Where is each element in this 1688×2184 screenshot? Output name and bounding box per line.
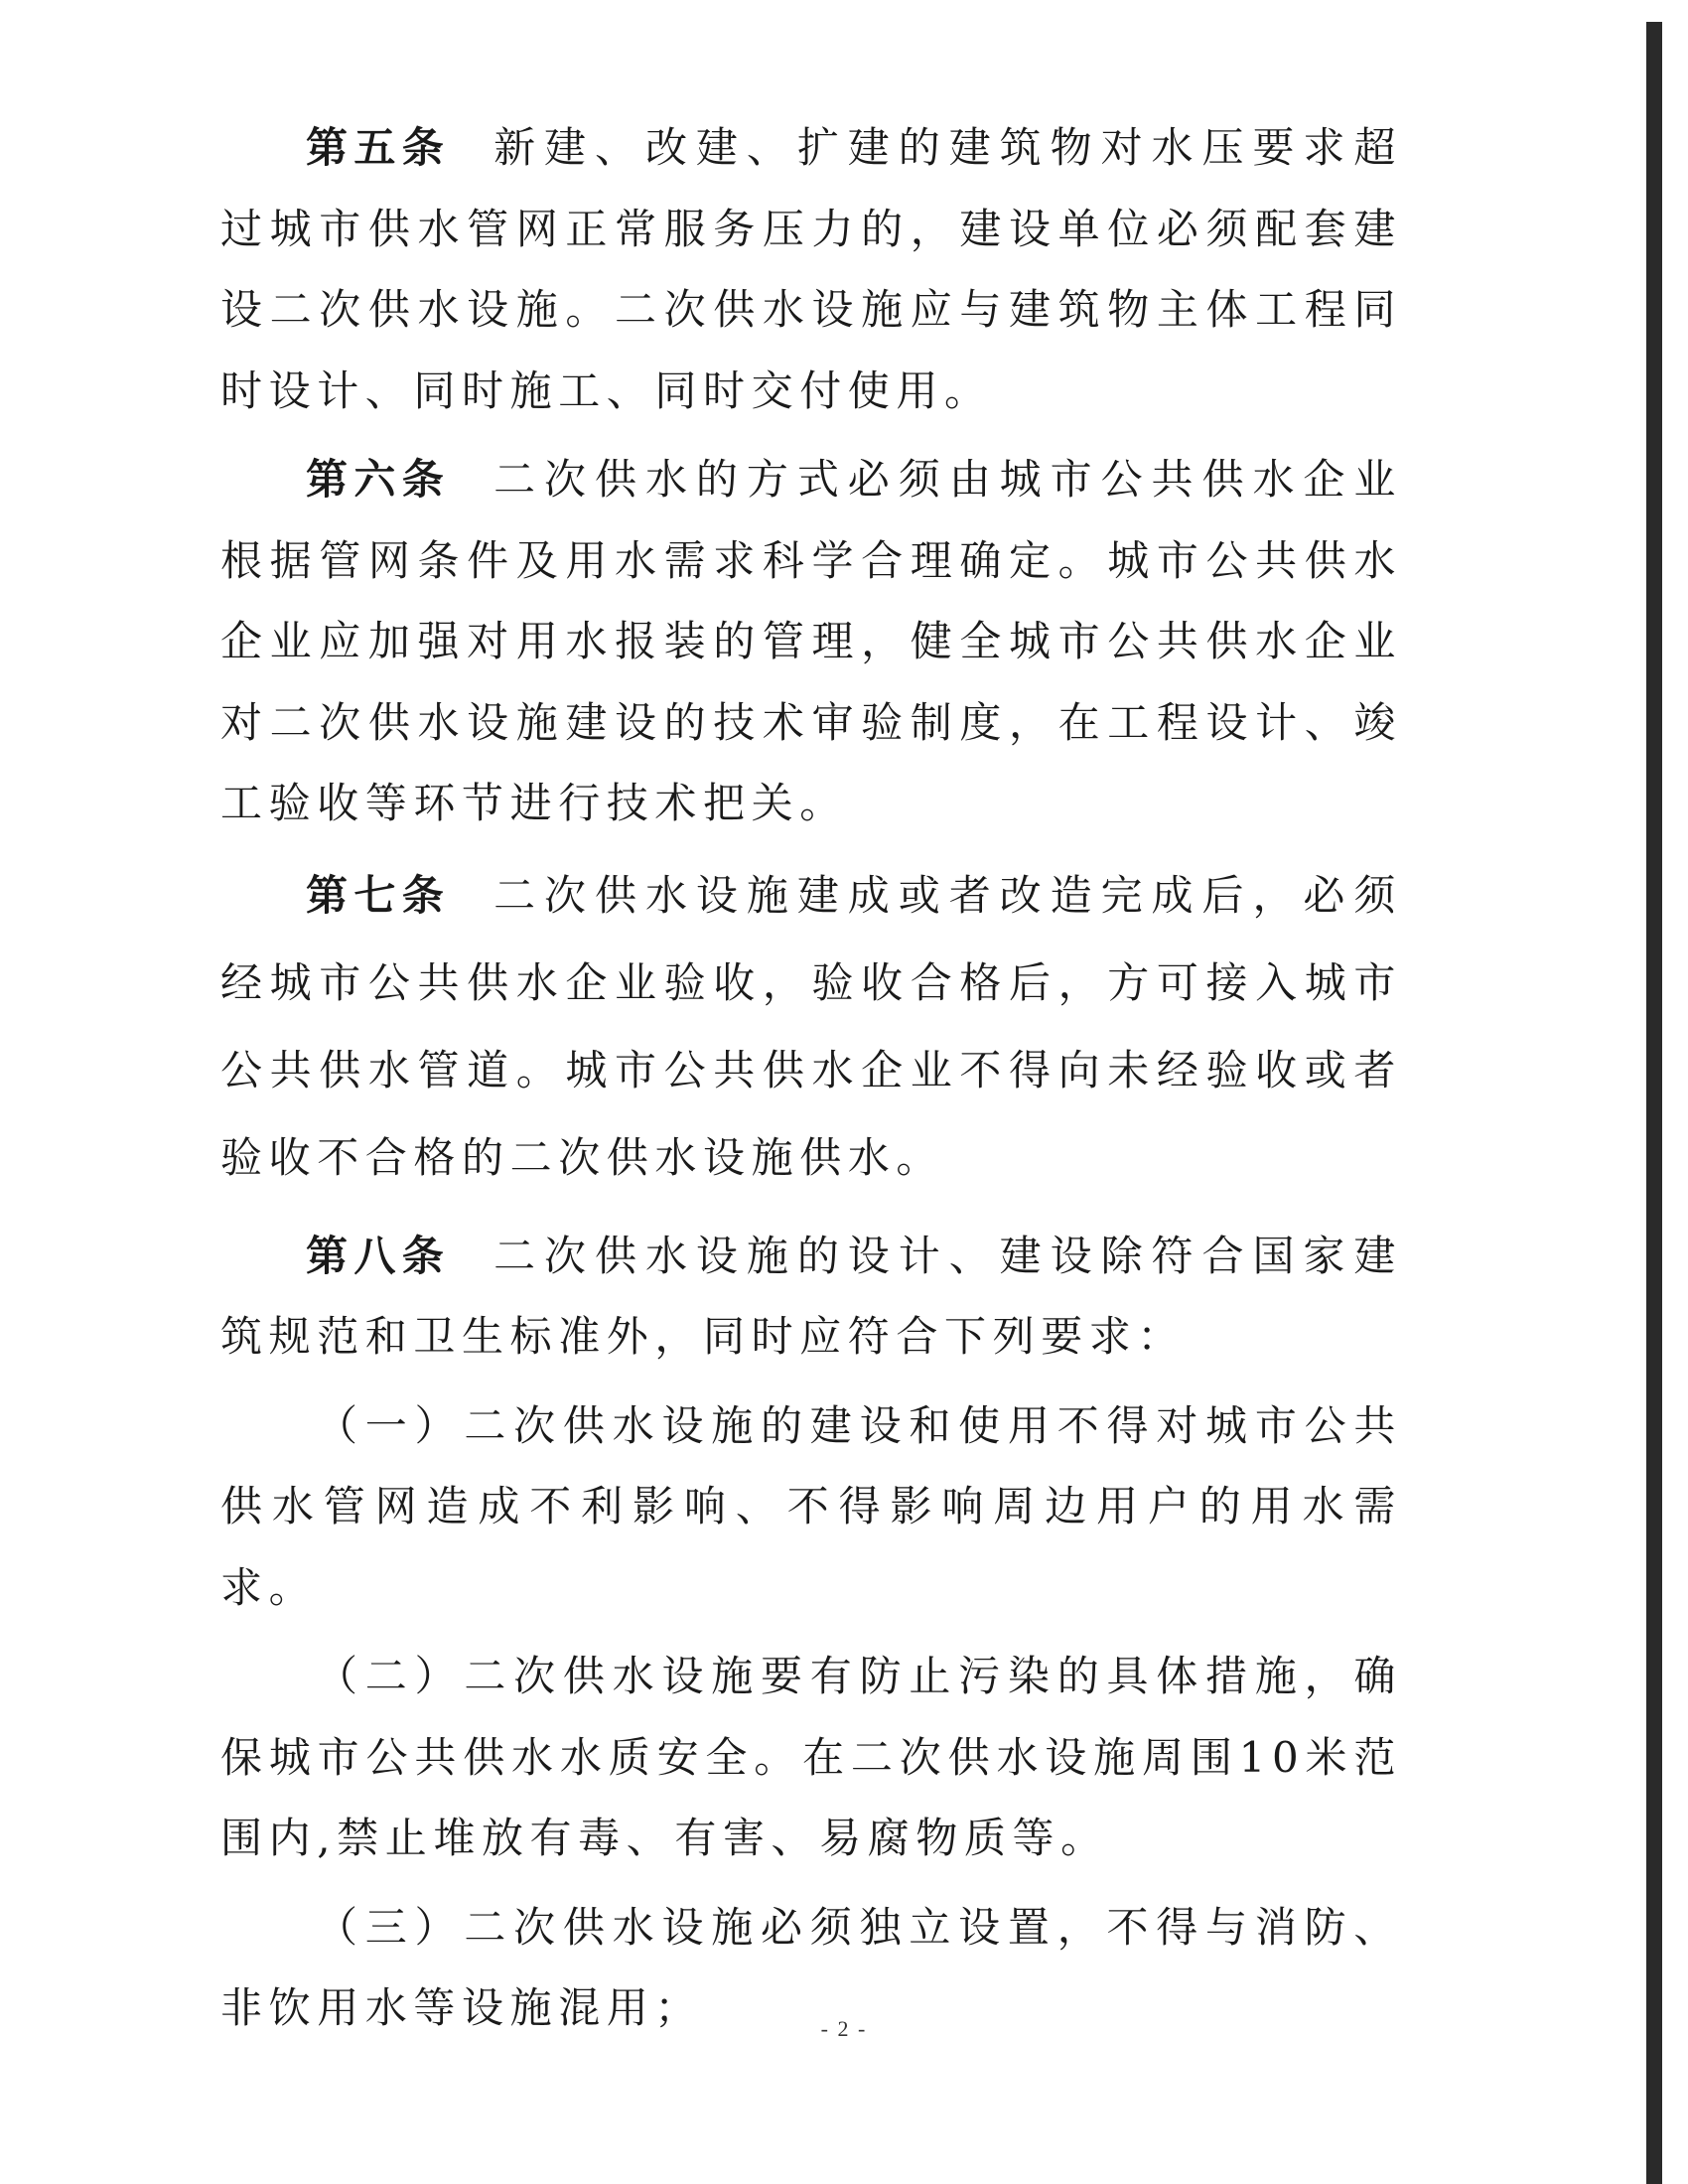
article-5-text: 新建、改建、扩建的建筑物对水压要求超过城市供水管网正常服务压力的，建设单位必须配套建设二次供水设施。二次供水设施应与建筑物主体工程同时设计、同时施工、同时交付使用。 [220, 123, 1402, 415]
page-number: - 2 - [820, 2016, 868, 2041]
article-6 [220, 439, 1402, 844]
article-6-heading: 第六条 [306, 455, 451, 504]
article-8 [220, 1216, 1402, 1378]
article-8-item-1: （一）二次供水设施的建设和使用不得对城市公共供水管网造成不利影响、不得影响周边用户的用水需求。 [220, 1400, 1402, 1612]
document-body [220, 107, 1402, 2049]
article-8-item-2: （二）二次供水设施要有防止污染的具体措施，确保城市公共供水水质安全。在二次供水设施周围10米范围内,禁止堆放有毒、有害、易腐物质等。 [220, 1652, 1402, 1862]
article-8-heading: 第八条 [306, 1231, 451, 1280]
article-5-heading: 第五条 [306, 123, 451, 172]
article-6-text: 二次供水的方式必须由城市公共供水企业根据管网条件及用水需求科学合理确定。城市公共供水企业应加强对用水报装的管理，健全城市公共供水企业对二次供水设施建设的技术审验制度，在工程设计、竣工验收等环节进行技术把关。 [220, 455, 1402, 827]
article-8-text: 二次供水设施的设计、建设除符合国家建筑规范和卫生标准外，同时应符合下列要求： [220, 1231, 1402, 1361]
article-7 [220, 852, 1402, 1202]
scan-page-edge [1646, 22, 1662, 2184]
article-5 [220, 107, 1402, 431]
article-7-text: 二次供水设施建成或者改造完成后，必须经城市公共供水企业验收，验收合格后，方可接入城市公共供水管道。城市公共供水企业不得向未经验收或者验收不合格的二次供水设施供水。 [220, 870, 1402, 1182]
article-8-item-3: （三）二次供水设施必须独立设置，不得与消防、非饮用水等设施混用； [220, 1902, 1402, 2032]
article-7-heading: 第七条 [306, 870, 451, 920]
